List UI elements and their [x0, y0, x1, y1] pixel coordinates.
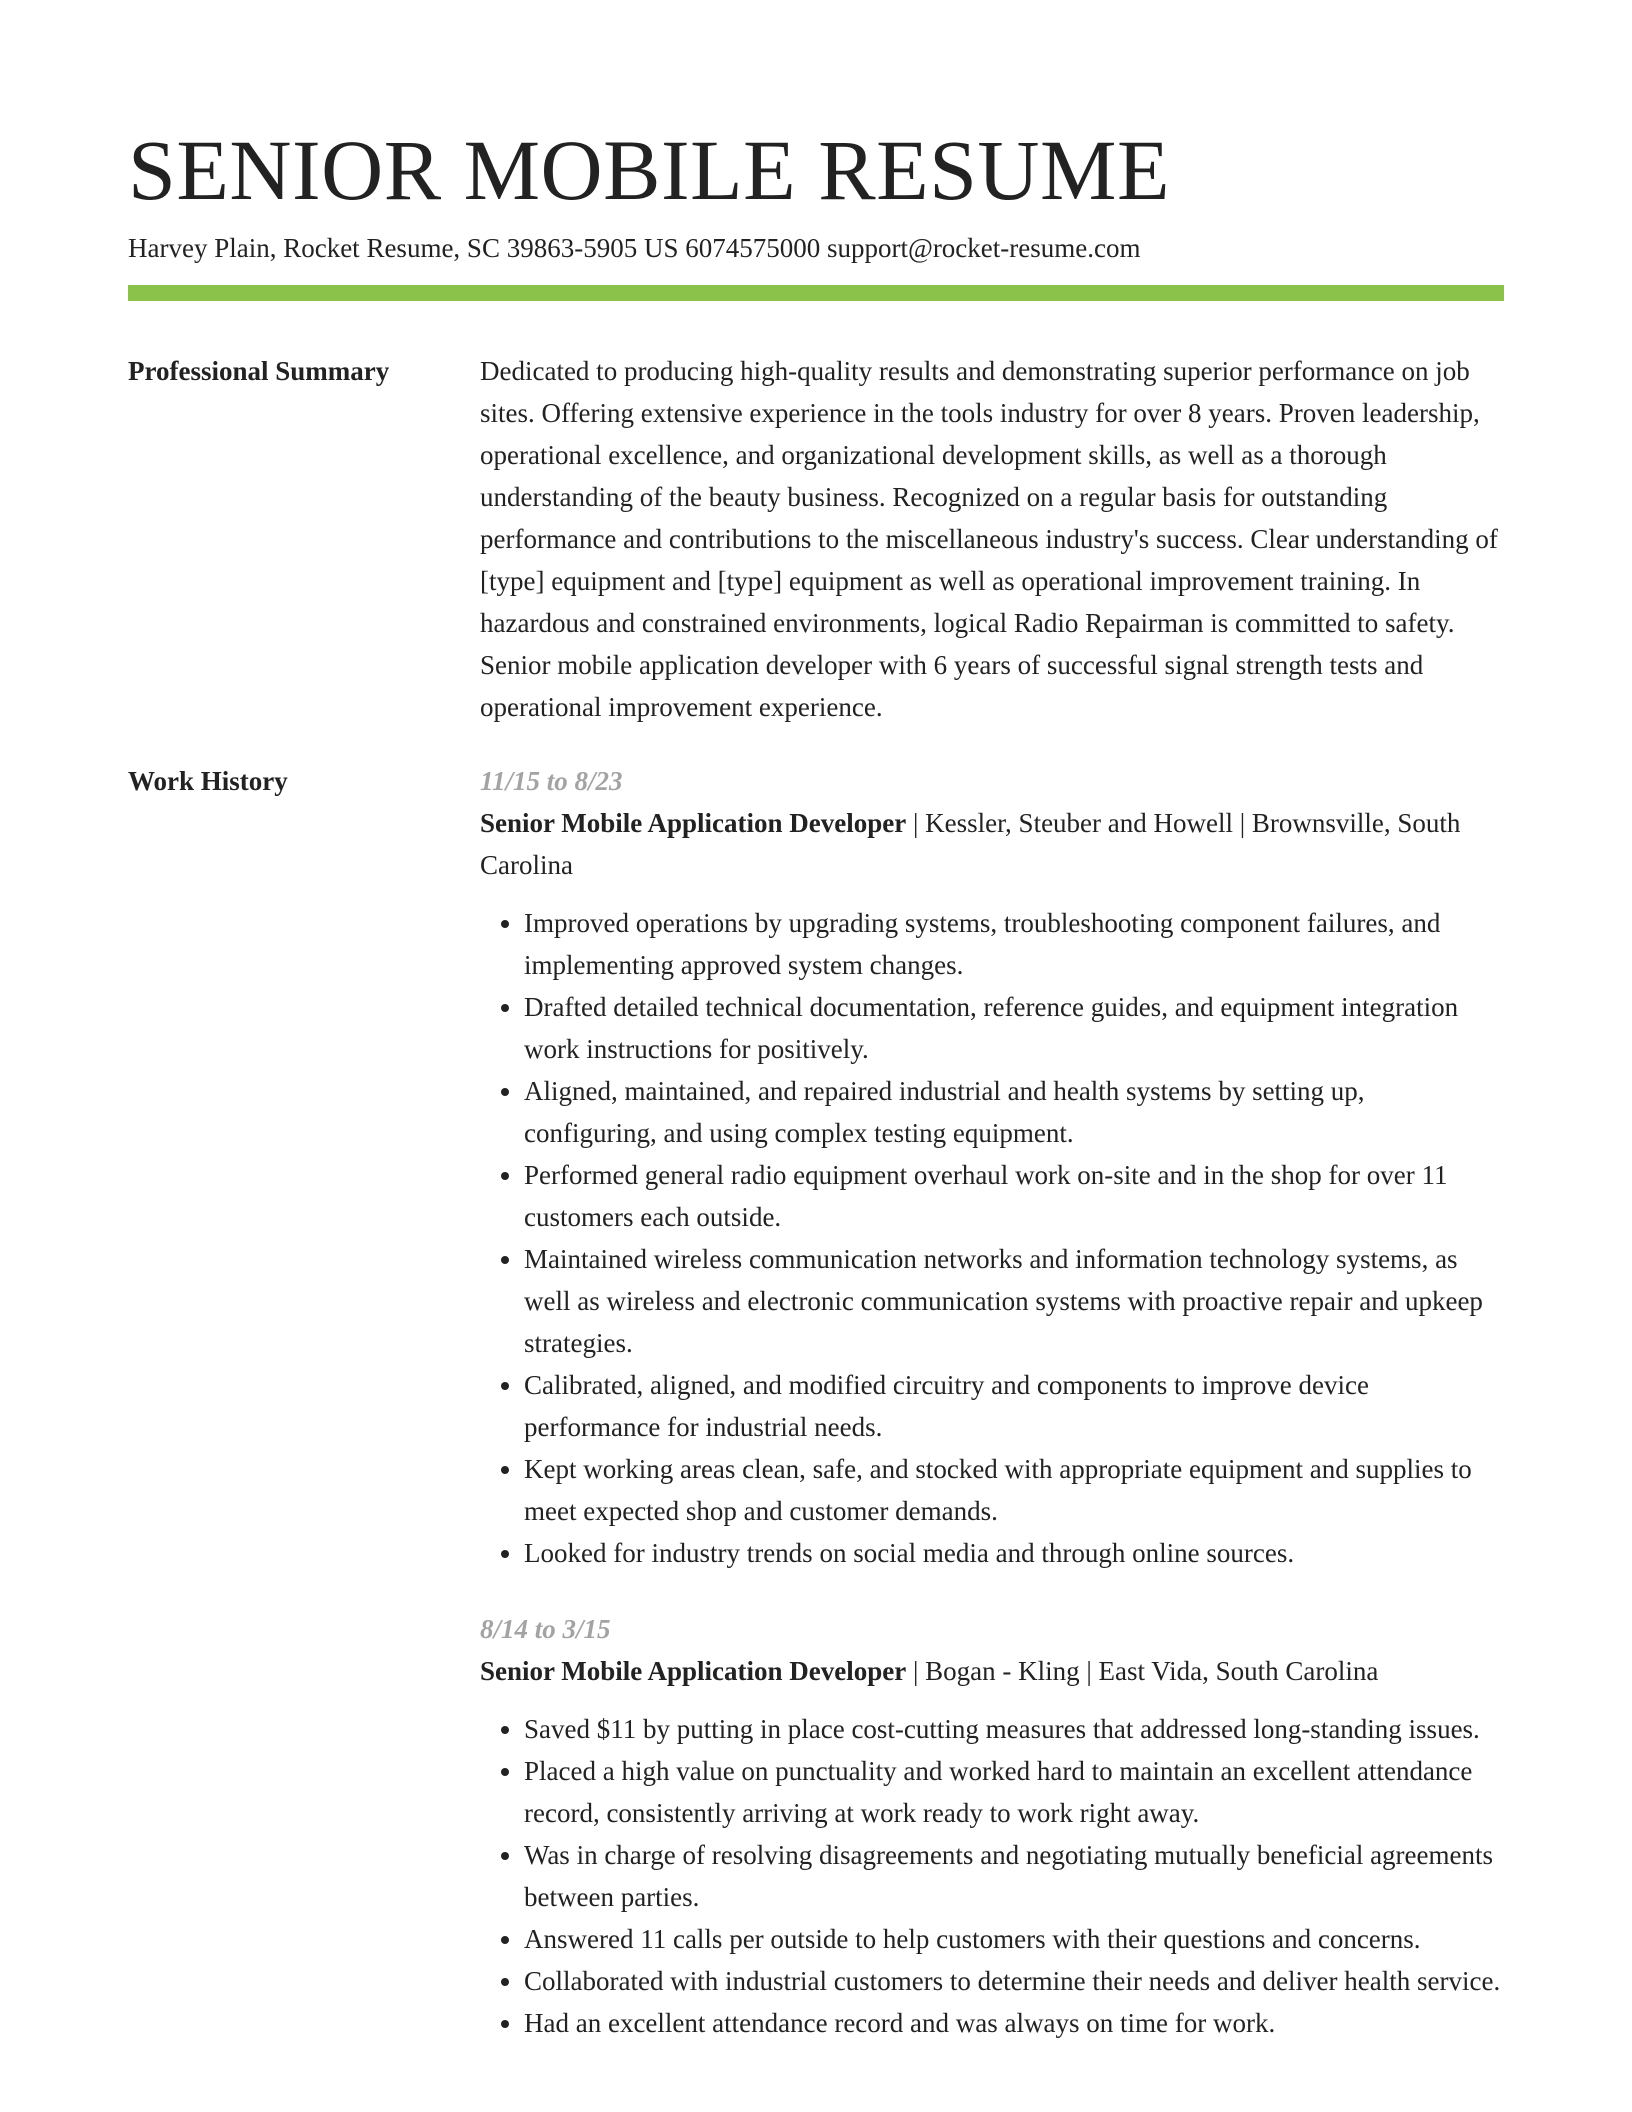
accent-divider — [128, 285, 1504, 301]
job-bullet: • Maintained wireless communication networks and information technology systems, as well as wireless and electronic communication systems with proactive repair and upkeep strategies. — [524, 1238, 1504, 1364]
summary-text: Dedicated to producing high-quality results and demonstrating superior performance on job sites. Offering extensive experience in the tools industry for over 8 years. Proven leadership, operational excellence, and organizational development skills, as well as a thorough understanding of the beauty business. Recognized on a regular basis for outstanding performance and contributions to the miscellaneous industry's success. Clear understanding of [type] equipment and [type] equipment as well as operational improvement training. In hazardous and constrained environments, logical Radio Repairman is committed to safety. Senior mobile application developer with 6 years of successful signal strength tests and operational improvement experience. — [480, 356, 1498, 722]
job-dates: 8/14 to 3/15 — [480, 1614, 611, 1644]
jobs-list — [480, 760, 1504, 2078]
job-bullet-list — [480, 1708, 1504, 2044]
job-bullet: • Looked for industry trends on social media and through online sources. — [524, 1532, 1504, 1574]
job-bullet: • Placed a high value on punctuality and worked hard to maintain an excellent attendance record, consistently arriving at work ready to work right away. — [524, 1750, 1504, 1834]
job-entry — [480, 1608, 1504, 2044]
job-title: Senior Mobile Application Developer — [480, 808, 907, 838]
job-dates: 11/15 to 8/23 — [480, 766, 623, 796]
section-label: Work History — [128, 766, 288, 796]
resume-title: SENIOR MOBILE RESUME — [128, 122, 1171, 218]
job-heading — [480, 1650, 1504, 1692]
section-label: Professional Summary — [128, 356, 390, 386]
contact-line: Harvey Plain, Rocket Resume, SC 39863-5905 US 6074575000 support@rocket-resume.com — [128, 233, 1141, 263]
job-employer-location: | Kessler, Steuber and Howell | Brownsville, South Carolina — [480, 808, 1461, 880]
job-bullet: • Improved operations by upgrading systems, troubleshooting component failures, and implementing approved system changes. — [524, 902, 1504, 986]
job-bullet: • Was in charge of resolving disagreements and negotiating mutually beneficial agreements between parties. — [524, 1834, 1504, 1918]
job-entry — [480, 760, 1504, 1574]
job-employer-location: | Bogan - Kling | East Vida, South Carolina — [906, 1656, 1379, 1686]
job-bullet: • Kept working areas clean, safe, and stocked with appropriate equipment and supplies to meet expected shop and customer demands. — [524, 1448, 1504, 1532]
job-title: Senior Mobile Application Developer — [480, 1656, 907, 1686]
job-bullet: • Saved $11 by putting in place cost-cutting measures that addressed long-standing issues. — [524, 1708, 1504, 1750]
section-body — [480, 350, 1504, 728]
job-bullet: • Collaborated with industrial customers to determine their needs and deliver health service. — [524, 1960, 1504, 2002]
job-bullet-list — [480, 902, 1504, 1574]
job-bullet: • Aligned, maintained, and repaired industrial and health systems by setting up, configuring, and using complex testing equipment. — [524, 1070, 1504, 1154]
job-bullet: • Answered 11 calls per outside to help customers with their questions and concerns. — [524, 1918, 1504, 1960]
job-bullet: • Drafted detailed technical documentation, reference guides, and equipment integration work instructions for positively. — [524, 986, 1504, 1070]
job-bullet: • Performed general radio equipment overhaul work on-site and in the shop for over 11 customers each outside. — [524, 1154, 1504, 1238]
job-heading — [480, 802, 1504, 886]
job-bullet: • Had an excellent attendance record and was always on time for work. — [524, 2002, 1504, 2044]
job-bullet: • Calibrated, aligned, and modified circuitry and components to improve device performance for industrial needs. — [524, 1364, 1504, 1448]
